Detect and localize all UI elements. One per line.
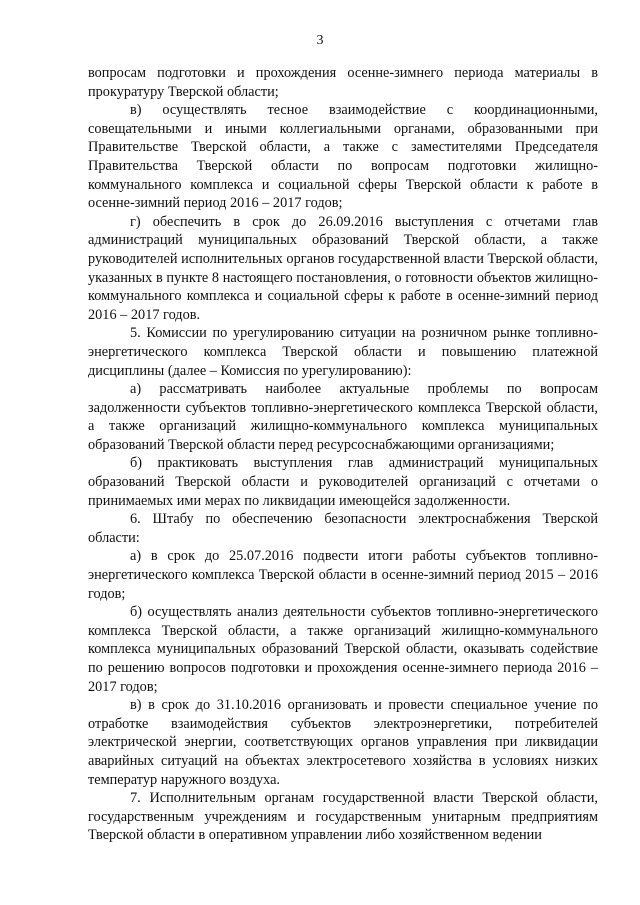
paragraph-section-5: 5. Комиссии по урегулированию ситуации на розничном рынке топливно-энергетического комплекса Тверской области и повышению платежной дисциплины (далее – Комиссия по урегулированию): [88, 325, 598, 379]
paragraph-item-v-interaction: в) осуществлять тесное взаимодействие с координационными, совещательными и иными коллегиальными органами, образованными при Правительстве Тверской области, а также с заместителями Председателя Правительства Тверской области по вопросам подготовки жилищно-коммунального комплекса и социальной сферы Тверской области к работе в осенне-зимний период 2016 – 2017 годов; [88, 102, 598, 212]
paragraph-item-v-exercise: в) в срок до 31.10.2016 организовать и провести специальное учение по отработке взаимодействия субъектов электроэнергетики, потребителей электрической энергии, соответствующих органов управления при ликвидации аварийных ситуаций на объектах электросетевого хозяйства в условиях низких температур наружного воздуха. [88, 697, 598, 788]
paragraph-item-a-debts: а) рассматривать наиболее актуальные проблемы по вопросам задолженности субъектов топливно-энергетического комплекса Тверской области, а также организаций жилищно-коммунального комплекса муниципальных образований Тверской области перед ресурсоснабжающими организациями; [88, 381, 598, 453]
paragraph-item-a-summary: а) в срок до 25.07.2016 подвести итоги работы субъектов топливно-энергетического комплекса Тверской области в осенне-зимний период 2015 – 2016 годов; [88, 548, 598, 602]
paragraph-item-b-analysis: б) осуществлять анализ деятельности субъектов топливно-энергетического комплекса Тверской области, а также организаций жилищно-коммунального комплекса муниципальных образований Тверской области, оказывать содействие по решению вопросов подготовки и прохождения осенне-зимнего периода 2016 – 2017 годов; [88, 604, 598, 695]
page-number: 3 [316, 33, 324, 48]
paragraph-item-b-speeches: б) практиковать выступления глав администраций муниципальных образований Тверской области и руководителей организаций с отчетами о принимаемых ими мерах по ликвидации имеющейся задолженности. [88, 455, 598, 509]
paragraph-continuation: вопросам подготовки и прохождения осенне-зимнего периода материалы в прокуратуру Тверской области; [88, 65, 598, 100]
document-body [88, 64, 598, 845]
paragraph-section-6: 6. Штабу по обеспечению безопасности электроснабжения Тверской области: [88, 511, 598, 546]
paragraph-section-7: 7. Исполнительным органам государственной власти Тверской области, государственным учреждениям и государственным унитарным предприятиям Тверской области в оперативном управлении либо хозяйственном ведении [88, 790, 598, 844]
paragraph-item-g-reports: г) обеспечить в срок до 26.09.2016 выступления с отчетами глав администраций муниципальных образований Тверской области, а также руководителей исполнительных органов государственной власти Тверской области, указанных в пункте 8 настоящего постановления, о готовности объектов жилищно-коммунального комплекса и социальной сферы к работе в осенне-зимний период 2016 – 2017 годов. [88, 213, 598, 323]
